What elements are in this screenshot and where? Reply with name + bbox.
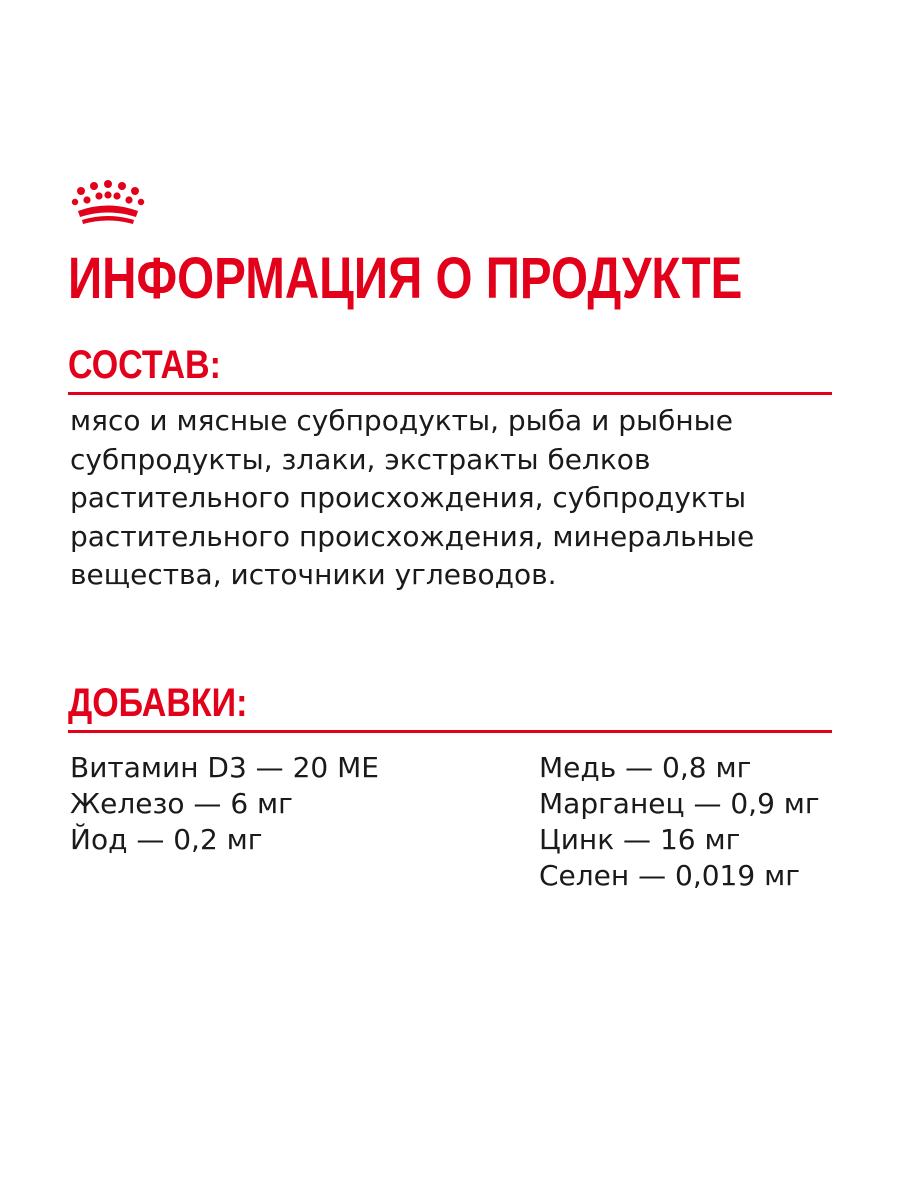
page-title: ИНФОРМАЦИЯ О ПРОДУКТЕ: [68, 246, 743, 311]
additive-iron: Железо — 6 мг: [70, 787, 293, 820]
additive-zinc: Цинк — 16 мг: [539, 823, 741, 856]
additive-copper: Медь — 0,8 мг: [539, 751, 752, 784]
additive-manganese: Марганец — 0,9 мг: [539, 787, 820, 820]
royal-crown-icon: [70, 180, 146, 230]
additives-divider: [68, 730, 832, 733]
additives-list-right: [539, 750, 820, 894]
additive-vitamin-d3: Витамин D3 — 20 МЕ: [70, 751, 379, 784]
composition-heading: СОСТАВ:: [68, 343, 221, 387]
composition-text: мясо и мясные субпродукты, рыба и рыбные субпродукты, злаки, экстракты белков растительного происхождения, субпродукты растительного происхождения, минеральные вещества, источники углеводов.: [70, 404, 755, 591]
additive-iodine: Йод — 0,2 мг: [70, 823, 263, 856]
composition-divider: [68, 392, 832, 395]
additives-heading: ДОБАВКИ:: [68, 681, 248, 725]
additives-list-left: [70, 750, 379, 858]
additive-selenium: Селен — 0,019 мг: [539, 859, 800, 892]
